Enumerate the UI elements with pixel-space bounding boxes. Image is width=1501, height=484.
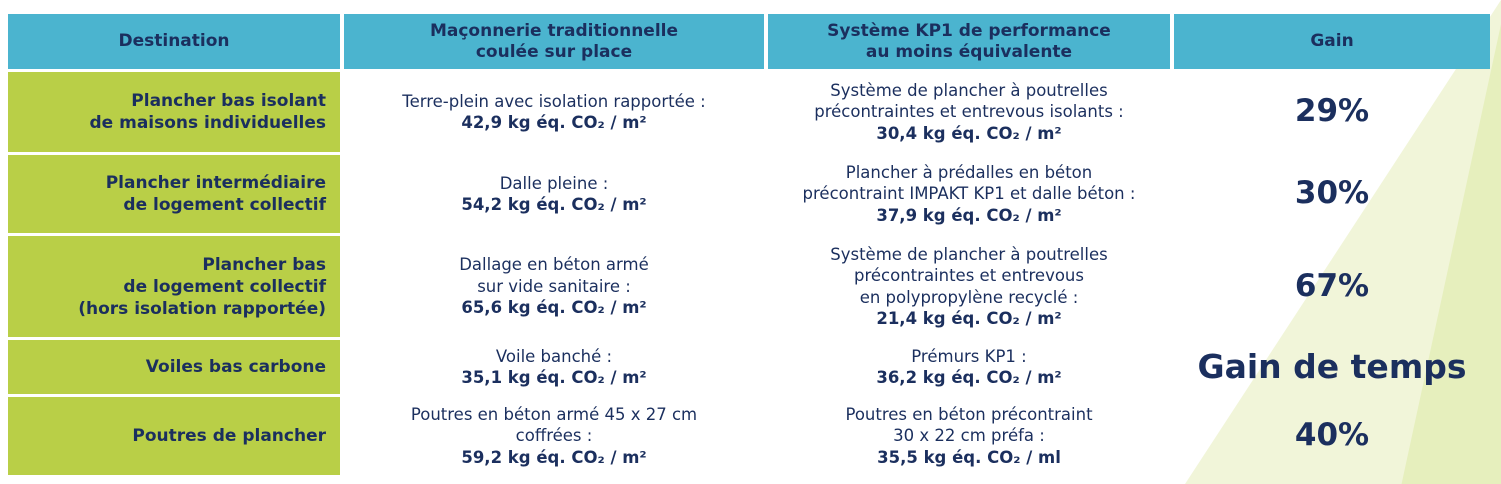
gain-value: 30% xyxy=(1294,175,1370,212)
traditional-value: 35,1 kg éq. CO₂ / m² xyxy=(461,368,647,387)
kp1-desc: Poutres en béton précontraint xyxy=(845,404,1093,424)
table-row xyxy=(8,72,1490,152)
destination-cell xyxy=(8,340,340,394)
header-gain: Gain xyxy=(1174,14,1490,69)
gain-value: Gain de temps xyxy=(1197,347,1467,387)
header-traditional xyxy=(344,14,764,69)
table-row xyxy=(8,236,1490,337)
traditional-desc: Terre-plein avec isolation rapportée : xyxy=(402,91,706,111)
gain-value: 67% xyxy=(1294,267,1370,304)
header-traditional-line2: coulée sur place xyxy=(475,41,633,62)
traditional-value: 65,6 kg éq. CO₂ / m² xyxy=(461,298,647,318)
destination-line: (hors isolation rapportée) xyxy=(78,298,326,319)
kp1-desc: Prémurs KP1 : xyxy=(911,346,1027,366)
kp1-cell xyxy=(768,397,1170,475)
traditional-cell xyxy=(344,340,764,394)
destination-line: de logement collectif xyxy=(123,195,326,215)
kp1-desc: précontraintes et entrevous xyxy=(854,266,1084,285)
kp1-value: 36,2 kg éq. CO₂ / m² xyxy=(876,368,1062,387)
kp1-cell xyxy=(768,340,1170,394)
traditional-desc: Dallage en béton armé xyxy=(459,255,649,275)
destination-line: Plancher intermédiaire xyxy=(105,173,326,193)
kp1-desc: Système de plancher à poutrelles xyxy=(830,80,1108,100)
kp1-value: 37,9 kg éq. CO₂ / m² xyxy=(876,205,1062,225)
kp1-cell xyxy=(768,155,1170,233)
header-traditional-line1: Maçonnerie traditionnelle xyxy=(429,20,679,41)
gain-value: 29% xyxy=(1294,93,1370,130)
traditional-cell xyxy=(344,236,764,337)
traditional-desc: coffrées : xyxy=(515,426,593,446)
destination-cell xyxy=(8,236,340,337)
destination-line: Plancher bas xyxy=(202,254,326,275)
kp1-value: 35,5 kg éq. CO₂ / ml xyxy=(877,447,1061,467)
header-destination: Destination xyxy=(8,14,340,69)
destination-line: de maisons individuelles xyxy=(89,113,326,133)
destination-line: Poutres de plancher xyxy=(132,426,326,446)
kp1-desc: précontraint IMPAKT KP1 et dalle béton : xyxy=(802,184,1136,204)
table-row xyxy=(8,155,1490,233)
destination-line: Plancher bas isolant xyxy=(131,91,326,111)
kp1-desc: 30 x 22 cm préfa : xyxy=(893,426,1045,446)
kp1-desc: Système de plancher à poutrelles xyxy=(830,244,1108,264)
table-row xyxy=(8,340,1490,394)
traditional-value: 54,2 kg éq. CO₂ / m² xyxy=(461,195,647,214)
traditional-desc: Poutres en béton armé 45 x 27 cm xyxy=(410,404,698,424)
kp1-desc: en polypropylène recyclé : xyxy=(859,287,1079,307)
destination-line: Voiles bas carbone xyxy=(145,357,326,377)
table-row xyxy=(8,397,1490,475)
destination-line: de logement collectif xyxy=(123,276,326,297)
kp1-cell xyxy=(768,236,1170,337)
traditional-desc: Dalle pleine : xyxy=(499,173,609,193)
traditional-value: 59,2 kg éq. CO₂ / m² xyxy=(461,447,647,467)
comparison-table xyxy=(4,11,1494,478)
kp1-value: 30,4 kg éq. CO₂ / m² xyxy=(876,123,1062,143)
destination-cell xyxy=(8,72,340,152)
traditional-cell xyxy=(344,397,764,475)
gain-value: 40% xyxy=(1294,417,1370,454)
kp1-cell xyxy=(768,72,1170,152)
destination-cell xyxy=(8,397,340,475)
header-kp1-line1: Système KP1 de performance xyxy=(827,20,1111,41)
header-kp1-line2: au moins équivalente xyxy=(865,41,1073,62)
traditional-desc: Voile banché : xyxy=(495,346,613,366)
header-kp1 xyxy=(768,14,1170,69)
kp1-desc: Plancher à prédalles en béton xyxy=(845,162,1093,182)
traditional-cell xyxy=(344,155,764,233)
destination-cell xyxy=(8,155,340,233)
traditional-desc: sur vide sanitaire : xyxy=(477,276,631,296)
traditional-value: 42,9 kg éq. CO₂ / m² xyxy=(461,113,647,132)
kp1-value: 21,4 kg éq. CO₂ / m² xyxy=(876,309,1062,328)
kp1-desc: précontraintes et entrevous isolants : xyxy=(814,102,1124,122)
header-row xyxy=(8,14,1490,69)
traditional-cell xyxy=(344,72,764,152)
